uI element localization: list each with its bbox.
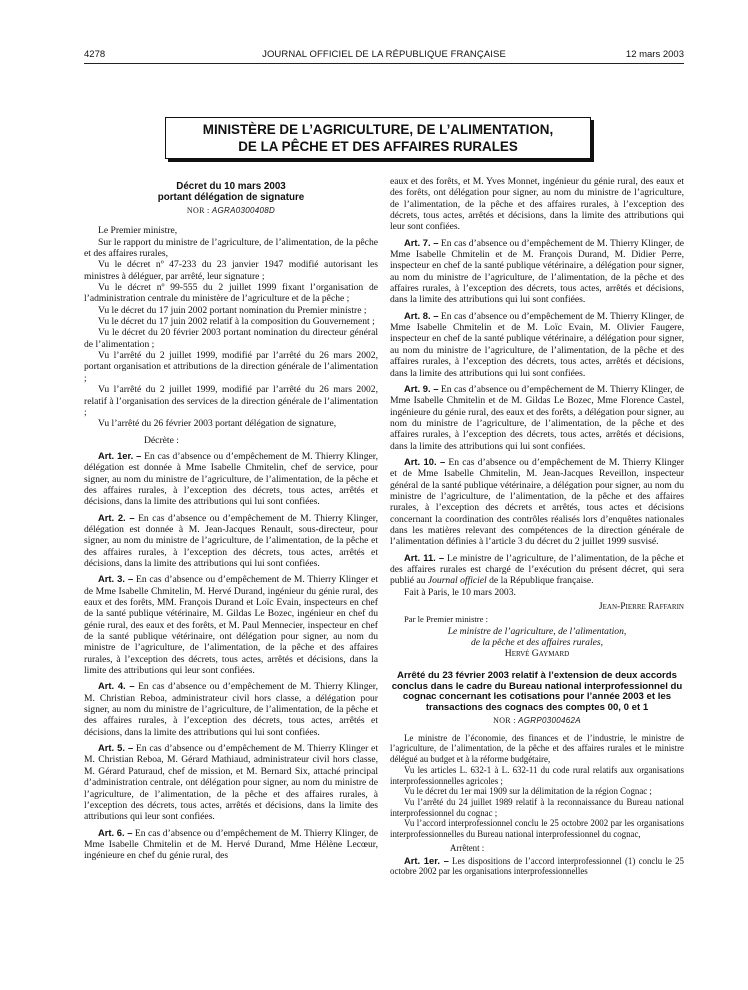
arrete-title: Arrêté du 23 février 2003 relatif à l’extension de deux accords conclus dans le cadre du Bureau national interprofessionnel du cognac concernant les cotisations pour l’année 2003 et les transactions des cognacs des comptes 00, 0 et 1 <box>391 670 683 713</box>
page-header <box>84 49 684 63</box>
left-column <box>84 181 378 862</box>
preamble-para: Sur le rapport du ministre de l’agriculture, de l’alimentation, de la pêche et des affaires rurales, <box>84 236 378 260</box>
article-label: Art. 4. – <box>98 680 135 692</box>
article-label: Art. 5. – <box>98 742 134 754</box>
article <box>390 456 684 548</box>
decree-title-line-1: Décret du 10 mars 2003 <box>176 181 286 192</box>
decree-title <box>84 181 378 203</box>
article <box>84 827 378 862</box>
article <box>390 383 684 452</box>
article-label: Art. 9. – <box>404 382 439 394</box>
article-label: Art. 7. – <box>404 236 439 248</box>
article <box>84 742 378 822</box>
decrete-heading: Décrète : <box>144 434 179 446</box>
minister-title-line-2: de la pêche et des affaires rurales, <box>470 636 604 648</box>
nor-code: AGRA0300408D <box>211 206 276 215</box>
ministry-line-1: MINISTÈRE DE L’AGRICULTURE, DE L’ALIMENTATION, <box>202 122 554 137</box>
journal-title: JOURNAL OFFICIEL DE LA RÉPUBLIQUE FRANÇAISE <box>262 49 506 60</box>
article-label: Art. 6. – <box>98 826 133 838</box>
nor-label: NOR : <box>186 206 210 215</box>
preamble-para: Le Premier ministre, <box>98 225 178 237</box>
article-label: Art. 10. – <box>404 455 446 467</box>
preamble-para: Vu le décret du 17 juin 2002 relatif à la composition du Gouvernement ; <box>98 316 375 328</box>
minister-title-line-1: Le ministre de l’agriculture, de l’alimentation, <box>447 625 627 637</box>
minister-name: Hervé Gaymard <box>504 647 570 659</box>
article-text: En cas d’absence ou d’empêchement de M. Thierry Klinger, de Mme Isabelle Chmitelin et de M. Hervé Durand, Mme Hélène Lecœur, ingénieure en chef du génie rural, des <box>84 827 378 862</box>
nor-reference <box>390 715 684 726</box>
article-text: En cas d’absence ou d’empêchement de M. Thierry Klinger, de Mme Isabelle Chmitelin et de M. François Durand, M. Didier Perre, inspecteur en chef de la santé publique vétérinaire, a délégation pour signer, au nom du ministre de l’agriculture, de l’alimentation, de la pêche et des affaires rurales, à l’exception des décrets, tous actes, arrêtés et décisions, dans la limite des attributions qui lui sont confiées. <box>390 237 684 306</box>
article <box>84 573 378 676</box>
article-text: En cas d’absence ou d’empêchement de M. Thierry Klinger, délégation est donnée à Mme Isabelle Chmitelin, chef de service, pour signer, au nom du ministre de l’agriculture, de l’alimentation, de la pêche et des affaires rurales, à l’exception des décrets, tous actes, arrêtés et décisions, dans la limite des attributions qui lui sont confiées. <box>84 450 378 508</box>
article-text: Les dispositions de l’accord interprofessionnel (1) conclu le 25 octobre 2002 par les organisations interprofessionnelles <box>390 855 684 877</box>
article-label: Art. 2. – <box>98 511 135 523</box>
article-label: Art. 8. – <box>404 309 439 321</box>
article-text: En cas d’absence ou d’empêchement de M. Thierry Klinger et de Mme Isabelle Chmitelin, M. Hervé Durand, ingénieur du génie rural, des eaux et des forêts, MM. François Durand et Loïc Evain, inspecteurs en chef de la santé publique vétérinaire, M. Gildas Le Bozec, ingénieur en chef du génie rural, des eaux et des forêts, et M. Paul Mennecier, inspecteur en chef de la santé publique vétérinaire, ont délégation pour signer, au nom du ministre de l’agriculture, de l’alimentation, de la pêche et des affaires rurales, à l’exception des décrets, tous actes, arrêtés et décisions, dans la limite des attributions qui leur sont confiées. <box>84 574 378 677</box>
article-label: Art. 1er. – <box>98 449 142 461</box>
arretent-heading: Arrêtent : <box>450 842 485 853</box>
preamble-para: Vu l’accord interprofessionnel conclu le 25 octobre 2002 par les organisations interprofessionnelles du Bureau national interprofessionnel du cognac, <box>390 818 684 840</box>
preamble-para: Vu le décret du 1er mai 1909 sur la délimitation de la région Cognac ; <box>404 786 652 797</box>
article-label: Art. 1er. – <box>404 854 449 866</box>
publication-date: 12 mars 2003 <box>625 49 684 60</box>
article-text: En cas d’absence ou d’empêchement de M. Thierry Klinger, M. Christian Reboa, administrateur civil hors classe, a délégation pour signer, au nom du ministre de l’agriculture, de l’alimentation, de la pêche et des affaires rurales, à l’exception des décrets, tous actes, arrêtés et décisions, dans la limite des attributions qui lui sont confiées. <box>84 681 378 738</box>
article-continuation: eaux et des forêts, et M. Yves Monnet, ingénieur du génie rural, des eaux et des forêts, ont délégation pour signer, au nom du ministre de l’agriculture, de l’alimentation, de la pêche et des affaires rurales, à l’exception des décrets, tous actes, arrêtés et décisions, dans la limite des attributions qui leur sont confiées. <box>390 176 684 233</box>
preamble-para: Vu le décret nº 47-233 du 23 janvier 1947 modifié autorisant les ministres à déléguer, par arrêté, leur signature ; <box>84 259 378 282</box>
article-text: En cas d’absence ou d’empêchement de M. Thierry Klinger et M. Christian Reboa, M. Gérard Mathiaud, administrateur civil hors classe, M. Gérard Paturaud, chef de mission, et M. Bernard Six, attaché principal d’administration centrale, ont délégation pour signer, au nom du ministre de l’agriculture, de l’alimentation, de la pêche et des affaires rurales, à l’exception des décrets, tous actes, arrêtés et décisions, dans la limite des attributions qui leur sont confiées. <box>84 743 378 823</box>
article <box>390 552 684 587</box>
nor-code: AGRP0300462A <box>518 716 581 726</box>
article-label: Art. 11. – <box>404 551 445 563</box>
article <box>390 856 684 877</box>
arrete-body <box>390 733 684 877</box>
preamble-para: Vu les articles L. 632-1 à L. 632-11 du code rural relatifs aux organisations interprofessionnelles agricoles ; <box>390 764 684 786</box>
minister-title <box>390 626 684 648</box>
preamble-para: Le ministre de l’économie, des finances et de l’industrie, le ministre de l’agriculture, de l’alimentation, de la pêche et des affaires rurales et le ministre délégué au budget et à la réforme budgétaire, <box>390 732 684 765</box>
preamble-para: Vu le décret nº 99-555 du 2 juillet 1999 fixant l’organisation de l’administration centrale du ministère de l’agriculture et de la pêche ; <box>84 282 378 305</box>
article-text: Le ministre de l’agriculture, de l’alimentation, de la pêche et des affaires rurales est chargé de l’exécution du présent décret, qui sera publié au <box>390 552 684 587</box>
nor-label: NOR : <box>493 716 516 726</box>
ministry-line-2: DE LA PÊCHE ET DES AFFAIRES RURALES <box>238 139 518 154</box>
decree-title-line-2: portant délégation de signature <box>157 192 305 203</box>
article <box>84 680 378 738</box>
article-text: En cas d’absence ou d’empêchement de M. Thierry Klinger et de Mme Isabelle Chmitelin, M. Jean-Jacques Reveillon, inspecteur général de la santé publique vétérinaire, a délégation pour signer, au nom du ministre de l’agriculture, de l’alimentation, de la pêche et des affaires rurales, à l’exception des décrets et arrêtés, tous actes et décisions concernant la coordination des contrôles réalisés lors d’enquêtes nationales dans les matières relevant des compétences de la direction générale de l’alimentation définies à l’article 3 du décret du 2 juillet 1999 susvisé. <box>390 456 684 548</box>
article-label: Art. 3. – <box>98 573 134 585</box>
article <box>390 237 684 306</box>
preamble-para: Vu le décret du 17 juin 2002 portant nomination du Premier ministre ; <box>98 304 367 316</box>
preamble-para: Vu le décret du 20 février 2003 portant nomination du directeur général de l’alimentation ; <box>84 327 378 350</box>
signatory-name: Jean-Pierre Raffarin <box>598 601 684 613</box>
article-text: En cas d’absence ou d’empêchement de M. Thierry Klinger, délégation est donnée à M. Jean-Jacques Renault, sous-directeur, pour signer, au nom du ministre de l’agriculture, de l’alimentation, de la pêche et des affaires rurales, à l’exception des décrets, tous actes, arrêtés et décisions, dans la limite des attributions qui lui sont confiées. <box>84 512 378 569</box>
done-at: Fait à Paris, le 10 mars 2003. <box>404 586 516 598</box>
nor-reference <box>84 205 378 216</box>
preamble-para: Vu l’arrêté du 2 juillet 1999, modifié par l’arrêté du 26 mars 2002, portant organisation et attributions de la direction générale de l’alimentation ; <box>84 350 378 384</box>
journal-officiel-italic: Journal officiel <box>427 575 487 587</box>
preamble-para: Vu l’arrêté du 24 juillet 1989 relatif à la reconnaissance du Bureau national interprofessionnel du cognac ; <box>390 797 684 818</box>
right-column <box>390 176 684 877</box>
preamble-para: Vu l’arrêté du 26 février 2003 portant délégation de signature, <box>98 418 337 430</box>
article <box>84 450 378 508</box>
article <box>390 310 684 379</box>
page-number: 4278 <box>84 49 106 60</box>
article-text: En cas d’absence ou d’empêchement de M. Thierry Klinger, de Mme Isabelle Chmitelin et de M. Loïc Evain, M. Olivier Faugere, inspecteur en chef de la santé publique vétérinaire, a délégation pour signer, au nom du ministre de l’agriculture, de l’alimentation, de la pêche et des affaires rurales, à l’exception des décrets, tous actes, arrêtés et décisions, dans la limite des attributions qui lui sont confiées. <box>390 310 684 379</box>
article-text: En cas d’absence ou d’empêchement de M. Thierry Klinger, de Mme Isabelle Chmitelin et de M. Gildas Le Bozec, Mme Florence Castel, ingénieure du génie rural, des eaux et des forêts, a délégation pour signer, au nom du ministre de l’agriculture, de l’alimentation, de la pêche et des affaires rurales, à l’exception des décrets, tous actes, arrêtés et décisions, dans la limite des attributions qui lui sont confiées. <box>390 383 684 452</box>
ministry-heading-box <box>165 117 591 159</box>
header-rule <box>84 63 684 64</box>
article <box>84 512 378 570</box>
article-text-end: de la République française. <box>486 575 594 587</box>
preamble-para: Vu l’arrêté du 2 juillet 1999, modifié par l’arrêté du 26 mars 2002, relatif à l’organisation des services de la direction générale de l’alimentation ; <box>84 384 378 418</box>
by-premier-ministre: Par le Premier ministre : <box>404 614 489 625</box>
